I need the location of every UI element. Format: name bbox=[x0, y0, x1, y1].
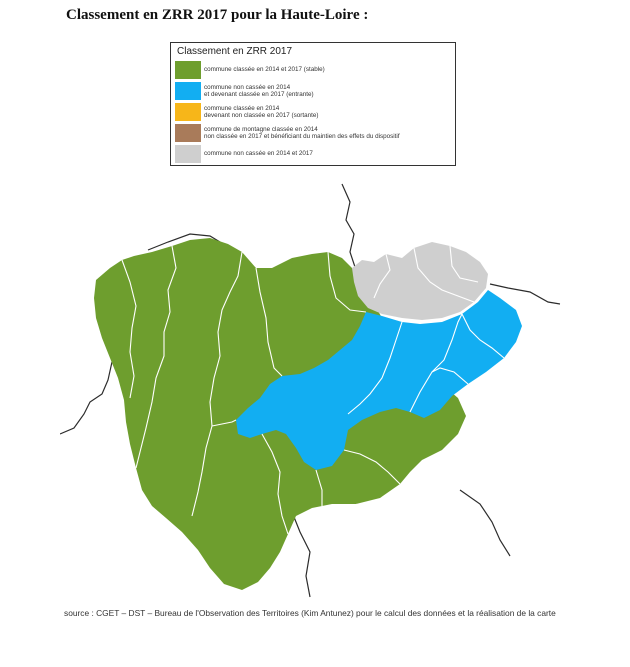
legend-item-montagne bbox=[175, 122, 451, 143]
legend-item-stable bbox=[175, 59, 451, 80]
legend-label: commune classée en 2014 et 2017 (stable) bbox=[204, 66, 325, 73]
source-note: source : CGET – DST – Bureau de l'Observation des Territoires (Kim Antunez) pour le calcul des données et la réalisation de la carte bbox=[64, 608, 556, 618]
region-non-classee bbox=[352, 242, 488, 320]
legend-item-non-classee bbox=[175, 143, 451, 164]
zrr-map bbox=[60, 172, 580, 600]
map-legend bbox=[170, 42, 456, 166]
legend-swatch bbox=[175, 61, 201, 79]
legend-label: commune classée en 2014 devenant non classée en 2017 (sortante) bbox=[204, 104, 319, 119]
legend-label: commune non cassée en 2014 et devenant classée en 2017 (entrante) bbox=[204, 83, 314, 98]
legend-swatch bbox=[175, 82, 201, 100]
page-title: Classement en ZRR 2017 pour la Haute-Loire : bbox=[66, 7, 369, 23]
legend-label: commune non cassée en 2014 et 2017 bbox=[204, 150, 313, 157]
legend-label: commune de montagne classée en 2014 non classée en 2017 et bénéficiant du maintien des effets du dispositif bbox=[204, 125, 400, 140]
boundary-line-north bbox=[342, 184, 356, 270]
boundary-line-south bbox=[292, 512, 310, 597]
legend-swatch bbox=[175, 124, 201, 142]
legend-swatch bbox=[175, 103, 201, 121]
legend-swatch bbox=[175, 145, 201, 163]
boundary-line-southeast bbox=[460, 490, 510, 556]
legend-item-sortante bbox=[175, 101, 451, 122]
map-svg bbox=[60, 172, 580, 600]
legend-item-entrante bbox=[175, 80, 451, 101]
legend-title: Classement en ZRR 2017 bbox=[177, 46, 293, 57]
